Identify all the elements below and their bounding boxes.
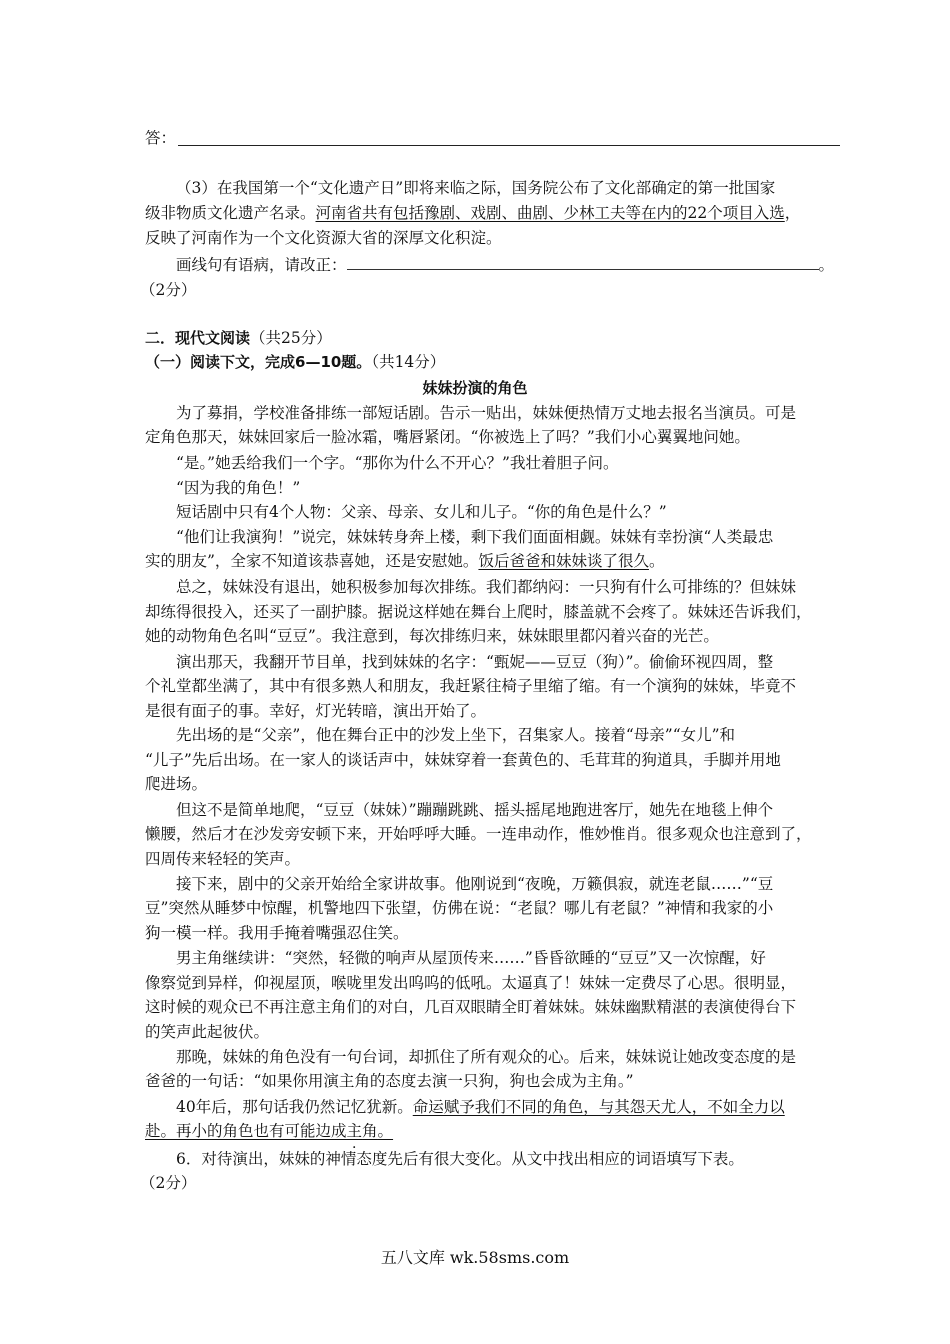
q3-paragraph-line-2: 级非物质文化遗产名录。河南省共有包括豫剧、戏剧、曲剧、少林工夫等在内的22个项目入选， — [145, 204, 801, 222]
article-line: 男主角继续讲：“突然，轻微的响声从屋顶传来……”昏昏欲睡的“豆豆”又一次惊醒，好 — [176, 949, 766, 967]
article-line: 个礼堂都坐满了，其中有很多熟人和朋友，我赶紧往椅子里缩了缩。有一个演狗的妹妹，毕竟不 — [145, 677, 797, 695]
underlined-sentence: 河南省共有包括豫剧、戏剧、曲剧、少林工夫等在内的22个项目入选 — [315, 204, 785, 222]
q6-line: 6．对待演出，妹妹的神情态度先后有很大变化。从文中找出相应的词语填写下表。 — [176, 1150, 744, 1168]
article-line: 的笑声此起彼伏。 — [145, 1023, 270, 1041]
article-line — [145, 1119, 855, 1143]
article-line: 是很有面子的事。幸好，灯光转暗，演出开始了。 — [145, 702, 487, 720]
article-line: “他们让我演狗！”说完，妹妹转身奔上楼，剩下我们面面相觑。妹妹有幸扮演“人类最忠 — [176, 528, 774, 546]
emphasis-dot-char: 主 — [346, 1122, 363, 1140]
article-line: 她的动物角色名叫“豆豆”。我注意到，每次排练归来，妹妹眼里都闪着兴奋的光芒。 — [145, 627, 719, 645]
q3-instruction: 画线句有语病，请改正： 。 — [176, 256, 835, 274]
underlined-sentence: 饭后爸爸和妹妹谈了很久 — [478, 552, 649, 570]
article-line: 演出那天，我翻开节目单，找到妹妹的名字：“甄妮——豆豆（狗）”。偷偷环视四周，整 — [176, 653, 774, 671]
article-line: 那晚，妹妹的角色没有一句台词，却抓住了所有观众的心。后来，妹妹说让她改变态度的是 — [176, 1048, 797, 1066]
footer-watermark: 五八文库 wk.58sms.com — [380, 1248, 570, 1267]
article-line: 为了募捐，学校准备排练一部短话剧。告示一贴出，妹妹便热情万丈地去报名当演员。可是 — [176, 404, 797, 422]
correction-blank[interactable] — [347, 255, 819, 270]
article-line: 却练得很投入，还买了一副护膝。据说这样她在舞台上爬时，膝盖就不会疼了。妹妹还告诉我们， — [145, 603, 812, 621]
underlined-sentence: 命运赋予我们不同的角色，与其怨天尤人，不如全力以 — [412, 1098, 785, 1116]
article-line: 爬进场。 — [145, 775, 208, 793]
q3-paragraph-line-3: 反映了河南作为一个文化资源大省的深厚文化积淀。 — [145, 229, 502, 247]
q6-score: （2分） — [140, 1174, 197, 1192]
article-line: 先出场的是“父亲”，他在舞台正中的沙发上坐下，召集家人。接着“母亲”“女儿”和 — [176, 726, 736, 744]
article-line: 四周传来轻轻的笑声。 — [145, 850, 301, 868]
article-line: 像察觉到异样，仰视屋顶，喉咙里发出呜呜的低吼。太逼真了！妹妹一定费尽了心思。很明显， — [145, 974, 797, 992]
q3-score: （2分） — [140, 281, 197, 299]
q3-paragraph-line-1: （3）在我国第一个“文化遗产日”即将来临之际，国务院公布了文化部确定的第一批国家 — [176, 179, 776, 197]
article-line: “是。”她丢给我们一个字。“那你为什么不开心？”我壮着胆子问。 — [176, 454, 619, 472]
article-line: 这时候的观众已不再注意主角们的对白，几百双眼睛全盯着妹妹。妹妹幽默精湛的表演使得台下 — [145, 998, 797, 1016]
answer-label: 答： — [145, 129, 177, 147]
article-line: 但这不是简单地爬，“豆豆（妹妹）”蹦蹦跳跳、摇头摇尾地跑进客厅，她先在地毯上伸个 — [176, 801, 774, 819]
article-line: 定角色那天，妹妹回家后一脸冰霜，嘴唇紧闭。“你被选上了吗？”我们小心翼翼地问她。 — [145, 428, 750, 446]
underlined-sentence: 赴。再小的角色也有可能边成主角。 — [145, 1122, 394, 1140]
section-2-heading: 二．现代文阅读（共25分） — [145, 329, 332, 347]
article-line: 豆”突然从睡梦中惊醒，机警地四下张望，仿佛在说：“老鼠？哪儿有老鼠？”神情和我家的小 — [145, 899, 774, 917]
answer-blank-line[interactable] — [178, 145, 840, 146]
article-line: 爸爸的一句话：“如果你用演主角的态度去演一只狗，狗也会成为主角。” — [145, 1072, 634, 1090]
article-title: 妹妹扮演的角色 — [422, 379, 528, 397]
article-line: 短话剧中只有4个人物：父亲、母亲、女儿和儿子。“你的角色是什么？” — [176, 503, 667, 521]
article-line: 接下来，剧中的父亲开始给全家讲故事。他刚说到“夜晚，万籁俱寂，就连老鼠……”“豆 — [176, 875, 774, 893]
article-line: 实的朋友”，全家不知道该恭喜她，还是安慰她。饭后爸爸和妹妹谈了很久。 — [145, 552, 665, 570]
article-line: 懒腰，然后才在沙发旁安顿下来，开始呼呼大睡。一连串动作，惟妙惟肖。很多观众也注意到了， — [145, 825, 812, 843]
article-line: 狗一模一样。我用手掩着嘴强忍住笑。 — [145, 924, 409, 942]
article-line: 总之，妹妹没有退出，她积极参加每次排练。我们都纳闷：一只狗有什么可排练的？但妹妹 — [176, 578, 797, 596]
article-line: 40年后，那句话我仍然记忆犹新。命运赋予我们不同的角色，与其怨天尤人，不如全力以 — [176, 1098, 785, 1116]
part-1-heading: （一）阅读下文，完成6—10题。（共14分） — [145, 353, 446, 371]
article-line: “儿子”先后出场。在一家人的谈话声中，妹妹穿着一套黄色的、毛茸茸的狗道具，手脚并用地 — [145, 751, 781, 769]
article-line: “因为我的角色！” — [176, 479, 301, 497]
